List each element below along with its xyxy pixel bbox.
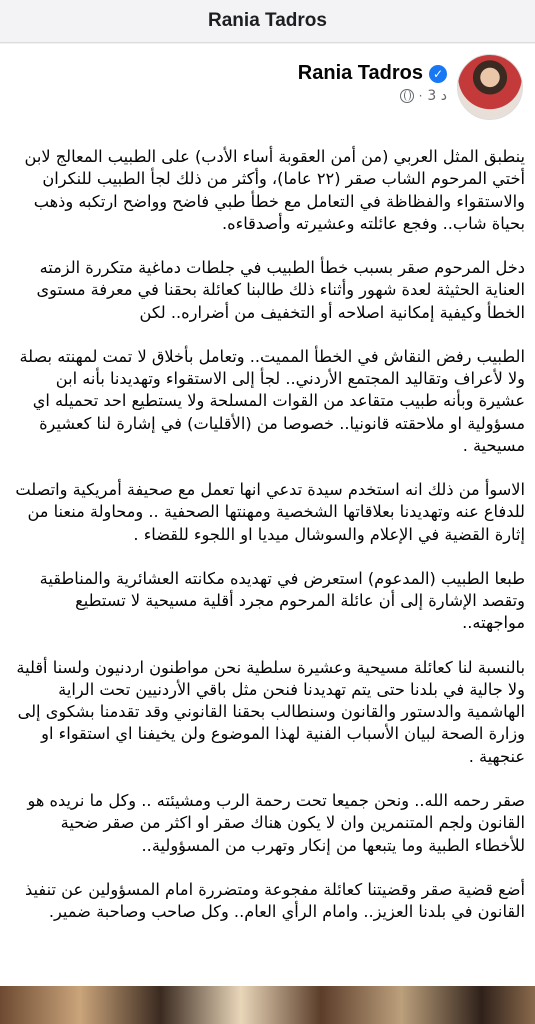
separator-dot: · bbox=[418, 89, 423, 103]
post-paragraph: أضع قضية صقر وقضيتنا كعائلة مفجوعة ومتضررة امام المسؤولين عن تنفيذ القانون في بلدنا العزيز.. وامام الرأي العام.. وكل صاحب وصاحبة ضمير. bbox=[25, 879, 525, 922]
post-image-preview[interactable] bbox=[0, 986, 535, 1024]
page-title: Rania Tadros bbox=[208, 10, 327, 31]
post-card bbox=[0, 44, 535, 1024]
post-paragraph: دخل المرحوم صقر بسبب خطأ الطبيب في جلطات دماغية متكررة الزمته العناية الحثيثة لعدة شهور وأثناء ذلك طالبنا كعائلة بحقنا في معرفة مستوى الخطأ وكيفية إمكانية اصلاحه أو التخفيف من أضراره.. لكن bbox=[36, 258, 525, 322]
verified-badge-icon: ✓ bbox=[429, 65, 447, 83]
post-body bbox=[10, 124, 525, 946]
post-subline bbox=[298, 88, 447, 104]
post-paragraph: صقر رحمه الله.. ونحن جميعا تحت رحمة الرب ومشيئته .. وكل ما نريده هو القانون ولجم المتنمرين وان لا يكون هناك صقر او اكثر من صقر ضحية للأخطاء الطبية وما يتبعها من إنكار وتهرب من المسؤولية.. bbox=[27, 791, 525, 855]
globe-icon bbox=[400, 89, 414, 103]
author-name[interactable]: Rania Tadros bbox=[297, 62, 423, 84]
post-header bbox=[298, 54, 523, 120]
post-meta bbox=[298, 54, 447, 104]
post-paragraph: ينطبق المثل العربي (من أمن العقوبة أساء الأدب) على الطبيب المعالج لابن أختي المرحوم الشاب صقر (٢٢ عاما)، وأكثر من ذلك لجأ الطبيب للنكران والاستقواء والفظاظة في التعامل مع خطأ طبي فاضح وواضح ارتكبه وذهب بحياة شاب.. وفجع عائلته وعشيرته وأصدقاءه. bbox=[24, 147, 525, 233]
author-row bbox=[298, 62, 447, 85]
post-paragraph: الطبيب رفض النقاش في الخطأ المميت.. وتعامل بأخلاق لا تمت لمهنته بصلة ولا لأعراف وتقاليد المجتمع الأردني.. لجأ إلى الاستقواء وتهديدنا بأنه ابن عشيرة وبأنه طبيب متقاعد من القوات المسلحة ولا يستطيع احد تحميله اي مسؤولية او ملاحقته قانونيا.. خصوصا من (الأقليات) في إشارة لنا كعشيرة مسيحية . bbox=[19, 347, 525, 455]
post-paragraph: طبعا الطبيب (المدعوم) استعرض في تهديده مكانته العشائرية والمناطقية وتقصد الإشارة إلى أن عائلة المرحوم مجرد أقلية مسيحية لا تستطيع مواجهته.. bbox=[39, 569, 525, 633]
top-bar bbox=[0, 0, 535, 43]
post-paragraph: بالنسبة لنا كعائلة مسيحية وعشيرة سلطية نحن مواطنون اردنيون ولسنا أقلية ولا جالية في بلدنا حتى يتم تهديدنا فنحن مثل باقي الأردنيين تحت الراية الهاشمية والدستور والقانون وسنطالب بحقنا القانوني وقد تقدمنا بشكوى إلى وزارة الصحة لبيان الأسباب الفنية لهذا الموضوع ولن يخيفنا اي استقواء او عنجهية . bbox=[16, 657, 525, 766]
post-paragraph: الاسوأ من ذلك انه استخدم سيدة تدعي انها تعمل مع صحيفة أمريكية واتصلت للدفاع عنه وتهديدنا بعلاقاتها الشخصية ومهنتها الصحفية .. ومحاولة منعنا من إثارة القضية في الإعلام والسوشال ميديا او اللجوء للقضاء . bbox=[15, 480, 525, 544]
post-time[interactable]: 3 د bbox=[427, 88, 447, 104]
avatar[interactable] bbox=[457, 54, 523, 120]
